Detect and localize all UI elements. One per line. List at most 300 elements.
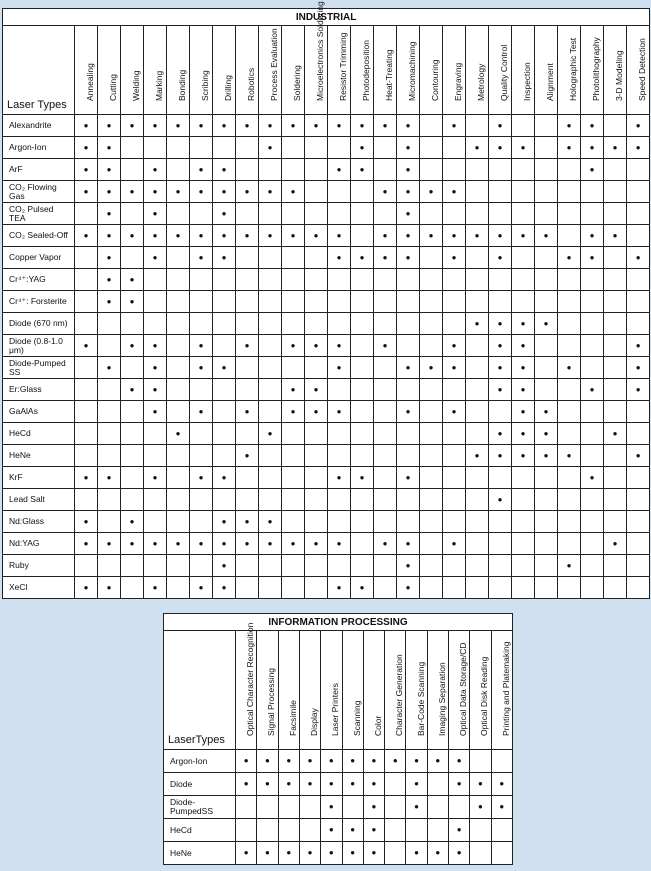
table-cell [259,269,282,291]
application-mark: ● [535,423,558,445]
table-row [3,335,650,357]
application-mark: ● [397,115,420,137]
table-cell [489,533,512,555]
application-mark: ● [259,511,282,533]
application-mark: ● [443,247,466,269]
table-cell [236,247,259,269]
application-mark: ● [448,819,469,842]
table-cell [406,819,427,842]
table-cell [466,335,489,357]
table-cell [121,159,144,181]
application-mark: ● [305,335,328,357]
column-header-label: 3-D Modeling [614,50,624,101]
table-cell [558,181,581,203]
table-cell [466,269,489,291]
column-header-label: Annealing [85,63,95,101]
application-mark: ● [448,842,469,865]
application-mark: ● [75,225,98,247]
application-mark: ● [443,115,466,137]
table-cell [604,555,627,577]
table-cell [489,269,512,291]
table-cell [397,423,420,445]
table-cell [491,750,512,773]
table-cell [144,511,167,533]
application-mark: ● [342,819,363,842]
table-cell [282,467,305,489]
table-cell [167,291,190,313]
table-cell [351,269,374,291]
application-mark: ● [167,181,190,203]
application-mark: ● [213,533,236,555]
table-cell [282,203,305,225]
application-mark: ● [98,159,121,181]
table-cell [190,489,213,511]
column-header [604,26,627,115]
column-header [305,1,328,115]
table-cell [420,379,443,401]
table-cell [305,181,328,203]
application-mark: ● [489,445,512,467]
application-mark: ● [282,401,305,423]
table-cell [604,357,627,379]
table-cell [351,335,374,357]
application-mark: ● [259,181,282,203]
application-mark: ● [190,335,213,357]
table-cell [259,555,282,577]
application-mark: ● [190,181,213,203]
application-mark: ● [213,159,236,181]
table-cell [443,577,466,599]
table-row [3,225,650,247]
table-cell [443,467,466,489]
table-cell [305,445,328,467]
table-cell [305,247,328,269]
application-mark: ● [305,533,328,555]
application-mark: ● [448,750,469,773]
table-cell [420,423,443,445]
application-mark: ● [121,181,144,203]
table-cell [282,269,305,291]
table-row [164,750,513,773]
application-mark: ● [236,773,257,796]
application-mark: ● [121,533,144,555]
application-mark: ● [581,225,604,247]
table-cell [427,796,448,819]
table-cell [167,203,190,225]
application-mark: ● [535,401,558,423]
table-cell [259,159,282,181]
application-mark: ● [213,511,236,533]
application-mark: ● [328,577,351,599]
application-mark: ● [351,159,374,181]
column-header [448,631,469,750]
table-cell [75,489,98,511]
application-mark: ● [470,773,491,796]
column-header [489,26,512,115]
application-mark: ● [342,773,363,796]
column-header-label: Photodeposition [361,40,371,101]
application-mark: ● [167,423,190,445]
laser-type-label: Lead Salt [3,489,75,511]
application-mark: ● [328,115,351,137]
application-mark: ● [144,379,167,401]
application-mark: ● [397,203,420,225]
application-mark: ● [443,533,466,555]
application-mark: ● [98,467,121,489]
application-mark: ● [558,115,581,137]
application-mark: ● [443,401,466,423]
table-cell [470,750,491,773]
column-header [167,26,190,115]
table-cell [535,511,558,533]
application-mark: ● [257,750,278,773]
table-cell [167,247,190,269]
laser-type-label: HeNe [164,842,236,865]
table-cell [278,796,299,819]
table-cell [512,269,535,291]
table-cell [385,819,406,842]
table-cell [420,269,443,291]
application-mark: ● [328,401,351,423]
application-mark: ● [121,511,144,533]
application-mark: ● [397,467,420,489]
table-cell [282,357,305,379]
application-mark: ● [397,247,420,269]
application-mark: ● [213,555,236,577]
application-mark: ● [213,115,236,137]
table-cell [489,291,512,313]
application-mark: ● [190,357,213,379]
table-cell [420,137,443,159]
column-header-label: Microelectronics Soldering [315,1,325,101]
application-mark: ● [627,247,650,269]
table-cell [558,423,581,445]
table-cell [512,181,535,203]
table-cell [397,335,420,357]
table-cell [259,203,282,225]
table-cell [328,489,351,511]
laser-type-label: Er:Glass [3,379,75,401]
table-cell [489,203,512,225]
table-cell [213,291,236,313]
application-mark: ● [299,750,320,773]
table-cell [351,203,374,225]
table-row [3,159,650,181]
table-row [3,357,650,379]
column-header-label: Bar-Code Scanning [415,661,426,736]
application-mark: ● [443,335,466,357]
laser-type-label: CO₂ Pulsed TEA [3,203,75,225]
application-mark: ● [278,842,299,865]
table-cell [213,335,236,357]
table-cell [604,291,627,313]
column-header-label: Inspection [522,62,532,101]
application-mark: ● [213,225,236,247]
table-cell [144,291,167,313]
table-cell [581,489,604,511]
information-processing-title: INFORMATION PROCESSING [164,614,513,631]
table-cell [581,313,604,335]
table-cell [121,423,144,445]
application-mark: ● [397,357,420,379]
application-mark: ● [190,401,213,423]
table-cell [190,555,213,577]
table-cell [213,379,236,401]
table-row [164,796,513,819]
table-cell [328,511,351,533]
column-header [328,26,351,115]
table-cell [627,203,650,225]
table-cell [535,577,558,599]
table-cell [558,335,581,357]
laser-type-label: Diode-Pumped SS [3,357,75,379]
application-mark: ● [190,467,213,489]
table-cell [259,291,282,313]
table-cell [535,137,558,159]
laser-type-label: Copper Vapor [3,247,75,269]
table-cell [351,357,374,379]
table-cell [374,291,397,313]
table-cell [443,489,466,511]
application-mark: ● [466,137,489,159]
table-cell [328,555,351,577]
table-cell [257,819,278,842]
table-cell [512,115,535,137]
table-cell [351,225,374,247]
table-row [3,533,650,555]
table-cell [466,247,489,269]
table-cell [489,555,512,577]
table-row [3,291,650,313]
table-cell [282,577,305,599]
table-row [164,773,513,796]
application-mark: ● [213,467,236,489]
column-header-label: Micromachining [407,41,417,101]
application-mark: ● [443,181,466,203]
application-mark: ● [75,467,98,489]
table-cell [581,335,604,357]
application-mark: ● [236,115,259,137]
table-cell [305,137,328,159]
table-cell [535,379,558,401]
column-header [470,631,491,750]
table-cell [121,467,144,489]
table-cell [144,445,167,467]
application-mark: ● [385,750,406,773]
table-cell [604,401,627,423]
table-cell [299,819,320,842]
column-header-label: Process Evaluation [269,28,279,101]
application-mark: ● [489,247,512,269]
application-mark: ● [351,247,374,269]
table-cell [604,511,627,533]
table-cell [466,379,489,401]
application-mark: ● [420,357,443,379]
table-cell [558,203,581,225]
application-mark: ● [512,401,535,423]
column-header-label: Engraving [453,62,463,101]
table-cell [385,773,406,796]
table-cell [236,203,259,225]
application-mark: ● [489,489,512,511]
table-cell [98,511,121,533]
table-cell [581,203,604,225]
column-header [374,26,397,115]
table-cell [305,555,328,577]
table-cell [374,159,397,181]
application-mark: ● [321,819,342,842]
table-cell [259,379,282,401]
industrial-corner-label: Laser Types [3,26,75,115]
table-cell [121,357,144,379]
application-mark: ● [351,577,374,599]
application-mark: ● [144,225,167,247]
application-mark: ● [305,225,328,247]
column-header [144,26,167,115]
column-header [427,631,448,750]
table-cell [535,357,558,379]
table-cell [443,379,466,401]
application-mark: ● [489,335,512,357]
column-header [236,622,257,750]
application-mark: ● [491,773,512,796]
table-cell [98,335,121,357]
table-cell [351,533,374,555]
application-mark: ● [236,842,257,865]
laser-type-label: Diode [164,773,236,796]
laser-type-label: HeCd [3,423,75,445]
table-cell [581,291,604,313]
application-mark: ● [282,533,305,555]
application-mark: ● [98,269,121,291]
application-mark: ● [328,247,351,269]
table-cell [420,533,443,555]
table-cell [144,137,167,159]
application-mark: ● [627,357,650,379]
table-cell [259,313,282,335]
column-header-label: Heat-Treating [384,49,394,101]
application-mark: ● [374,247,397,269]
application-mark: ● [470,796,491,819]
table-cell [374,467,397,489]
table-cell [236,489,259,511]
table-cell [305,269,328,291]
table-cell [535,115,558,137]
table-cell [535,291,558,313]
table-cell [259,335,282,357]
table-cell [581,555,604,577]
table-cell [627,511,650,533]
table-row [3,137,650,159]
table-cell [420,577,443,599]
laser-type-label: HeNe [3,445,75,467]
application-mark: ● [397,181,420,203]
industrial-title: INDUSTRIAL [3,9,650,26]
table-cell [98,401,121,423]
table-cell [627,159,650,181]
table-cell [627,533,650,555]
industrial-header-row [3,26,650,115]
application-mark: ● [512,335,535,357]
column-header [351,26,374,115]
application-mark: ● [397,533,420,555]
table-cell [581,533,604,555]
table-cell [75,423,98,445]
application-mark: ● [363,819,384,842]
column-header-label: Metrology [476,63,486,101]
laser-type-label: Cr⁴⁺:YAG [3,269,75,291]
application-mark: ● [512,445,535,467]
application-mark: ● [121,115,144,137]
table-row [3,115,650,137]
table-cell [604,247,627,269]
table-row [3,489,650,511]
column-header-label: Scanning [351,700,362,736]
table-cell [236,137,259,159]
application-mark: ● [236,511,259,533]
table-cell [305,577,328,599]
table-cell [351,379,374,401]
laser-type-label: ArF [3,159,75,181]
table-cell [627,489,650,511]
table-cell [581,511,604,533]
table-cell [558,577,581,599]
table-cell [581,577,604,599]
column-header-label: Alignment [545,63,555,101]
table-cell [236,159,259,181]
column-header [363,631,384,750]
application-mark: ● [75,511,98,533]
application-mark: ● [282,335,305,357]
application-mark: ● [512,225,535,247]
column-header-label: Character Generation [394,654,405,736]
laser-type-label: Argon-Ion [164,750,236,773]
application-mark: ● [489,225,512,247]
application-mark: ● [144,203,167,225]
application-mark: ● [75,137,98,159]
column-header [213,26,236,115]
table-cell [167,335,190,357]
column-header-label: Cutting [108,74,118,101]
table-cell [385,796,406,819]
table-cell [535,181,558,203]
table-row [3,181,650,203]
table-cell [236,467,259,489]
table-cell [351,489,374,511]
application-mark: ● [75,533,98,555]
table-cell [627,401,650,423]
table-cell [190,313,213,335]
table-cell [535,269,558,291]
application-mark: ● [406,750,427,773]
laser-type-label: Alexandrite [3,115,75,137]
application-mark: ● [321,773,342,796]
application-mark: ● [190,247,213,269]
column-header-label: Marking [154,70,164,101]
table-cell [397,489,420,511]
table-cell [604,489,627,511]
column-header [406,631,427,750]
table-cell [167,577,190,599]
application-mark: ● [236,445,259,467]
column-header [512,26,535,115]
application-mark: ● [282,181,305,203]
application-mark: ● [305,401,328,423]
table-cell [144,269,167,291]
column-header-label: Optical Disk Reading [479,656,490,736]
table-cell [427,773,448,796]
table-cell [98,445,121,467]
